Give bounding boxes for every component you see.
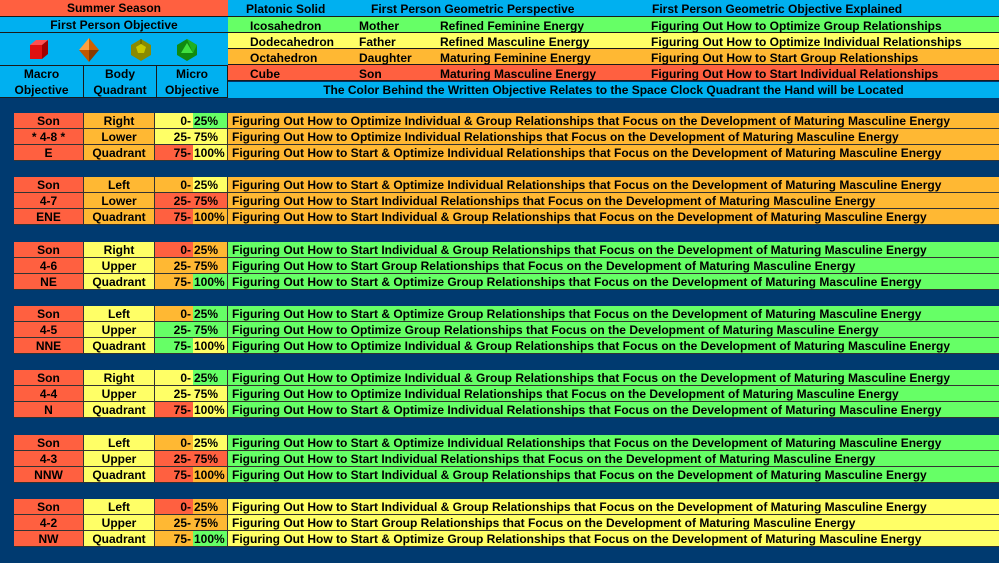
macro-objective-cell: 4-4 (14, 386, 84, 402)
objective-text: Figuring Out How to Optimize Individual Relationships that Focus on the Development of Maturing Masculine Energy (228, 129, 999, 145)
body-quadrant-cell: Left (84, 177, 155, 193)
legend-solid: Cube (250, 67, 280, 81)
body-quadrant-cell: Upper (84, 515, 155, 531)
micro-range-end: 75% (193, 258, 228, 274)
objective-text: Figuring Out How to Start Individual & Group Relationships that Focus on the Development of Maturing Masculine Energy (228, 242, 999, 258)
legend-energy: Maturing Feminine Energy (440, 51, 591, 65)
micro-range-start: 75- (155, 467, 193, 483)
objective-text: Figuring Out How to Start Individual & Group Relationships that Focus on the Development of Maturing Masculine Energy (228, 499, 999, 515)
micro-range-start: 25- (155, 515, 193, 531)
body-quadrant-cell: Quadrant (84, 274, 155, 290)
micro-range-start: 25- (155, 193, 193, 209)
micro-range-start: 25- (155, 451, 193, 467)
dodecahedron-icon (128, 37, 154, 63)
macro-objective-cell: NNE (14, 338, 84, 354)
col-macro-label-2: Objective (14, 82, 69, 97)
macro-objective-cell: 4-5 (14, 322, 84, 338)
micro-range-end: 25% (193, 499, 228, 515)
objective-text: Figuring Out How to Optimize Individual & Group Relationships that Focus on the Development of Maturing Masculine Energy (228, 370, 999, 386)
micro-range-end: 25% (193, 435, 228, 451)
micro-range-start: 75- (155, 402, 193, 418)
body-quadrant-cell: Quadrant (84, 145, 155, 161)
objective-text: Figuring Out How to Optimize Individual & Group Relationships that Focus on the Development of Maturing Masculine Energy (228, 338, 999, 354)
micro-range-start: 25- (155, 258, 193, 274)
legend-header-row (228, 0, 999, 17)
body-quadrant-cell: Right (84, 370, 155, 386)
objective-block (14, 435, 999, 483)
objective-block (14, 177, 999, 225)
legend-energy: Refined Feminine Energy (440, 19, 585, 33)
objective-text: Figuring Out How to Start Individual Relationships that Focus on the Development of Maturing Masculine Energy (228, 451, 999, 467)
micro-range-end: 25% (193, 306, 228, 322)
objective-text: Figuring Out How to Start & Optimize Individual Relationships that Focus on the Development of Maturing Masculine Energy (228, 402, 999, 418)
micro-range-start: 0- (155, 435, 193, 451)
body-quadrant-cell: Left (84, 435, 155, 451)
micro-range-start: 75- (155, 145, 193, 161)
col-body-quadrant (84, 66, 157, 98)
macro-objective-cell: * 4-8 * (14, 129, 84, 145)
legend-row (228, 65, 999, 81)
objective-text: Figuring Out How to Start Individual & Group Relationships that Focus on the Development of Maturing Masculine Energy (228, 467, 999, 483)
body-quadrant-cell: Upper (84, 322, 155, 338)
icosahedron-icon (174, 37, 200, 63)
micro-range-end: 100% (193, 145, 228, 161)
body-quadrant-cell: Lower (84, 129, 155, 145)
col-micro-label-1: Micro (175, 66, 208, 81)
micro-range-end: 100% (193, 338, 228, 354)
legend-energy: Refined Masculine Energy (440, 35, 590, 49)
macro-objective-cell: E (14, 145, 84, 161)
objective-text: Figuring Out How to Start & Optimize Individual Relationships that Focus on the Development of Maturing Masculine Energy (228, 435, 999, 451)
micro-range-start: 0- (155, 499, 193, 515)
micro-range-end: 25% (193, 242, 228, 258)
col-body-label-2: Quadrant (93, 82, 147, 97)
macro-objective-cell: 4-2 (14, 515, 84, 531)
solid-shapes-strip (0, 33, 228, 66)
macro-objective-cell: Son (14, 499, 84, 515)
legend-energy: Maturing Masculine Energy (440, 67, 597, 81)
legend-objective: Figuring Out How to Optimize Group Relationships (651, 19, 942, 33)
objective-block (14, 370, 999, 418)
macro-objective-cell: Son (14, 435, 84, 451)
micro-range-end: 75% (193, 129, 228, 145)
micro-range-start: 25- (155, 322, 193, 338)
micro-range-end: 100% (193, 209, 228, 225)
legend-objective: Figuring Out How to Optimize Individual Relationships (651, 35, 962, 49)
cube-icon (26, 37, 52, 63)
col-macro-objective (0, 66, 84, 98)
legend-solid: Icosahedron (250, 19, 322, 33)
micro-range-end: 75% (193, 386, 228, 402)
micro-range-start: 25- (155, 129, 193, 145)
legend-note: The Color Behind the Written Objective Relates to the Space Clock Quadrant the Hand will be Located (228, 82, 999, 98)
legend-head-perspective: First Person Geometric Perspective (371, 2, 575, 16)
body-quadrant-cell: Quadrant (84, 402, 155, 418)
body-quadrant-cell: Right (84, 242, 155, 258)
micro-range-start: 75- (155, 338, 193, 354)
micro-range-end: 75% (193, 451, 228, 467)
micro-range-end: 100% (193, 274, 228, 290)
micro-range-start: 75- (155, 209, 193, 225)
micro-range-end: 100% (193, 402, 228, 418)
objective-title: First Person Objective (0, 17, 228, 33)
macro-objective-cell: 4-7 (14, 193, 84, 209)
macro-objective-cell: Son (14, 242, 84, 258)
objective-block (14, 306, 999, 354)
micro-range-end: 25% (193, 113, 228, 129)
macro-objective-cell: NW (14, 531, 84, 547)
legend-solid: Octahedron (250, 51, 318, 65)
legend-head-explained: First Person Geometric Objective Explained (652, 2, 903, 16)
objective-text: Figuring Out How to Start & Optimize Group Relationships that Focus on the Development of Maturing Masculine Energy (228, 274, 999, 290)
objective-text: Figuring Out How to Start Group Relationships that Focus on the Development of Maturing Masculine Energy (228, 515, 999, 531)
legend-row (228, 17, 999, 33)
micro-range-start: 0- (155, 370, 193, 386)
body-quadrant-cell: Quadrant (84, 209, 155, 225)
macro-objective-cell: Son (14, 306, 84, 322)
micro-range-end: 25% (193, 177, 228, 193)
micro-range-end: 100% (193, 531, 228, 547)
legend-row (228, 33, 999, 49)
body-quadrant-cell: Right (84, 113, 155, 129)
octahedron-icon (76, 36, 102, 64)
macro-objective-cell: NNW (14, 467, 84, 483)
legend-person: Son (359, 67, 382, 81)
micro-range-end: 75% (193, 322, 228, 338)
micro-range-end: 75% (193, 193, 228, 209)
body-quadrant-cell: Upper (84, 386, 155, 402)
body-quadrant-cell: Lower (84, 193, 155, 209)
micro-range-start: 75- (155, 274, 193, 290)
macro-objective-cell: Son (14, 113, 84, 129)
macro-objective-cell: NE (14, 274, 84, 290)
col-macro-label-1: Macro (23, 66, 60, 81)
objective-text: Figuring Out How to Start & Optimize Individual Relationships that Focus on the Development of Maturing Masculine Energy (228, 145, 999, 161)
body-quadrant-cell: Left (84, 499, 155, 515)
legend-person: Father (359, 35, 396, 49)
body-quadrant-cell: Quadrant (84, 338, 155, 354)
objective-text: Figuring Out How to Optimize Individual & Group Relationships that Focus on the Development of Maturing Masculine Energy (228, 113, 999, 129)
objective-text: Figuring Out How to Start Individual & Group Relationships that Focus on the Development of Maturing Masculine Energy (228, 209, 999, 225)
macro-objective-cell: Son (14, 177, 84, 193)
micro-range-start: 25- (155, 386, 193, 402)
body-quadrant-cell: Upper (84, 258, 155, 274)
objective-text: Figuring Out How to Start & Optimize Group Relationships that Focus on the Development of Maturing Masculine Energy (228, 531, 999, 547)
macro-objective-cell: ENE (14, 209, 84, 225)
objective-block (14, 242, 999, 290)
objective-text: Figuring Out How to Optimize Group Relationships that Focus on the Development of Maturing Masculine Energy (228, 322, 999, 338)
objective-text: Figuring Out How to Start & Optimize Group Relationships that Focus on the Development of Maturing Masculine Energy (228, 306, 999, 322)
macro-objective-cell: N (14, 402, 84, 418)
micro-range-start: 0- (155, 177, 193, 193)
legend-objective: Figuring Out How to Start Group Relationships (651, 51, 919, 65)
body-quadrant-cell: Quadrant (84, 531, 155, 547)
season-title: Summer Season (0, 0, 228, 17)
macro-objective-cell: 4-3 (14, 451, 84, 467)
legend-row (228, 49, 999, 65)
objective-text: Figuring Out How to Start Group Relationships that Focus on the Development of Maturing Masculine Energy (228, 258, 999, 274)
macro-objective-cell: Son (14, 370, 84, 386)
column-header-row (0, 66, 228, 98)
legend-solid: Dodecahedron (250, 35, 335, 49)
legend-objective: Figuring Out How to Start Individual Relationships (651, 67, 939, 81)
col-micro-objective (157, 66, 228, 98)
objective-block (14, 499, 999, 547)
micro-range-end: 100% (193, 467, 228, 483)
body-quadrant-cell: Upper (84, 451, 155, 467)
micro-range-start: 0- (155, 242, 193, 258)
micro-range-start: 75- (155, 531, 193, 547)
body-quadrant-cell: Quadrant (84, 467, 155, 483)
col-body-label-1: Body (105, 66, 135, 81)
micro-range-end: 25% (193, 370, 228, 386)
objective-text: Figuring Out How to Start Individual Relationships that Focus on the Development of Maturing Masculine Energy (228, 193, 999, 209)
micro-range-start: 0- (155, 306, 193, 322)
objective-text: Figuring Out How to Optimize Individual Relationships that Focus on the Development of Maturing Masculine Energy (228, 386, 999, 402)
micro-range-start: 0- (155, 113, 193, 129)
body-quadrant-cell: Left (84, 306, 155, 322)
micro-range-end: 75% (193, 515, 228, 531)
col-micro-label-2: Objective (164, 82, 220, 97)
objective-block (14, 113, 999, 161)
objective-text: Figuring Out How to Start & Optimize Individual Relationships that Focus on the Development of Maturing Masculine Energy (228, 177, 999, 193)
legend-head-solid: Platonic Solid (246, 2, 326, 16)
legend-person: Mother (359, 19, 399, 33)
macro-objective-cell: 4-6 (14, 258, 84, 274)
legend-person: Daughter (359, 51, 412, 65)
